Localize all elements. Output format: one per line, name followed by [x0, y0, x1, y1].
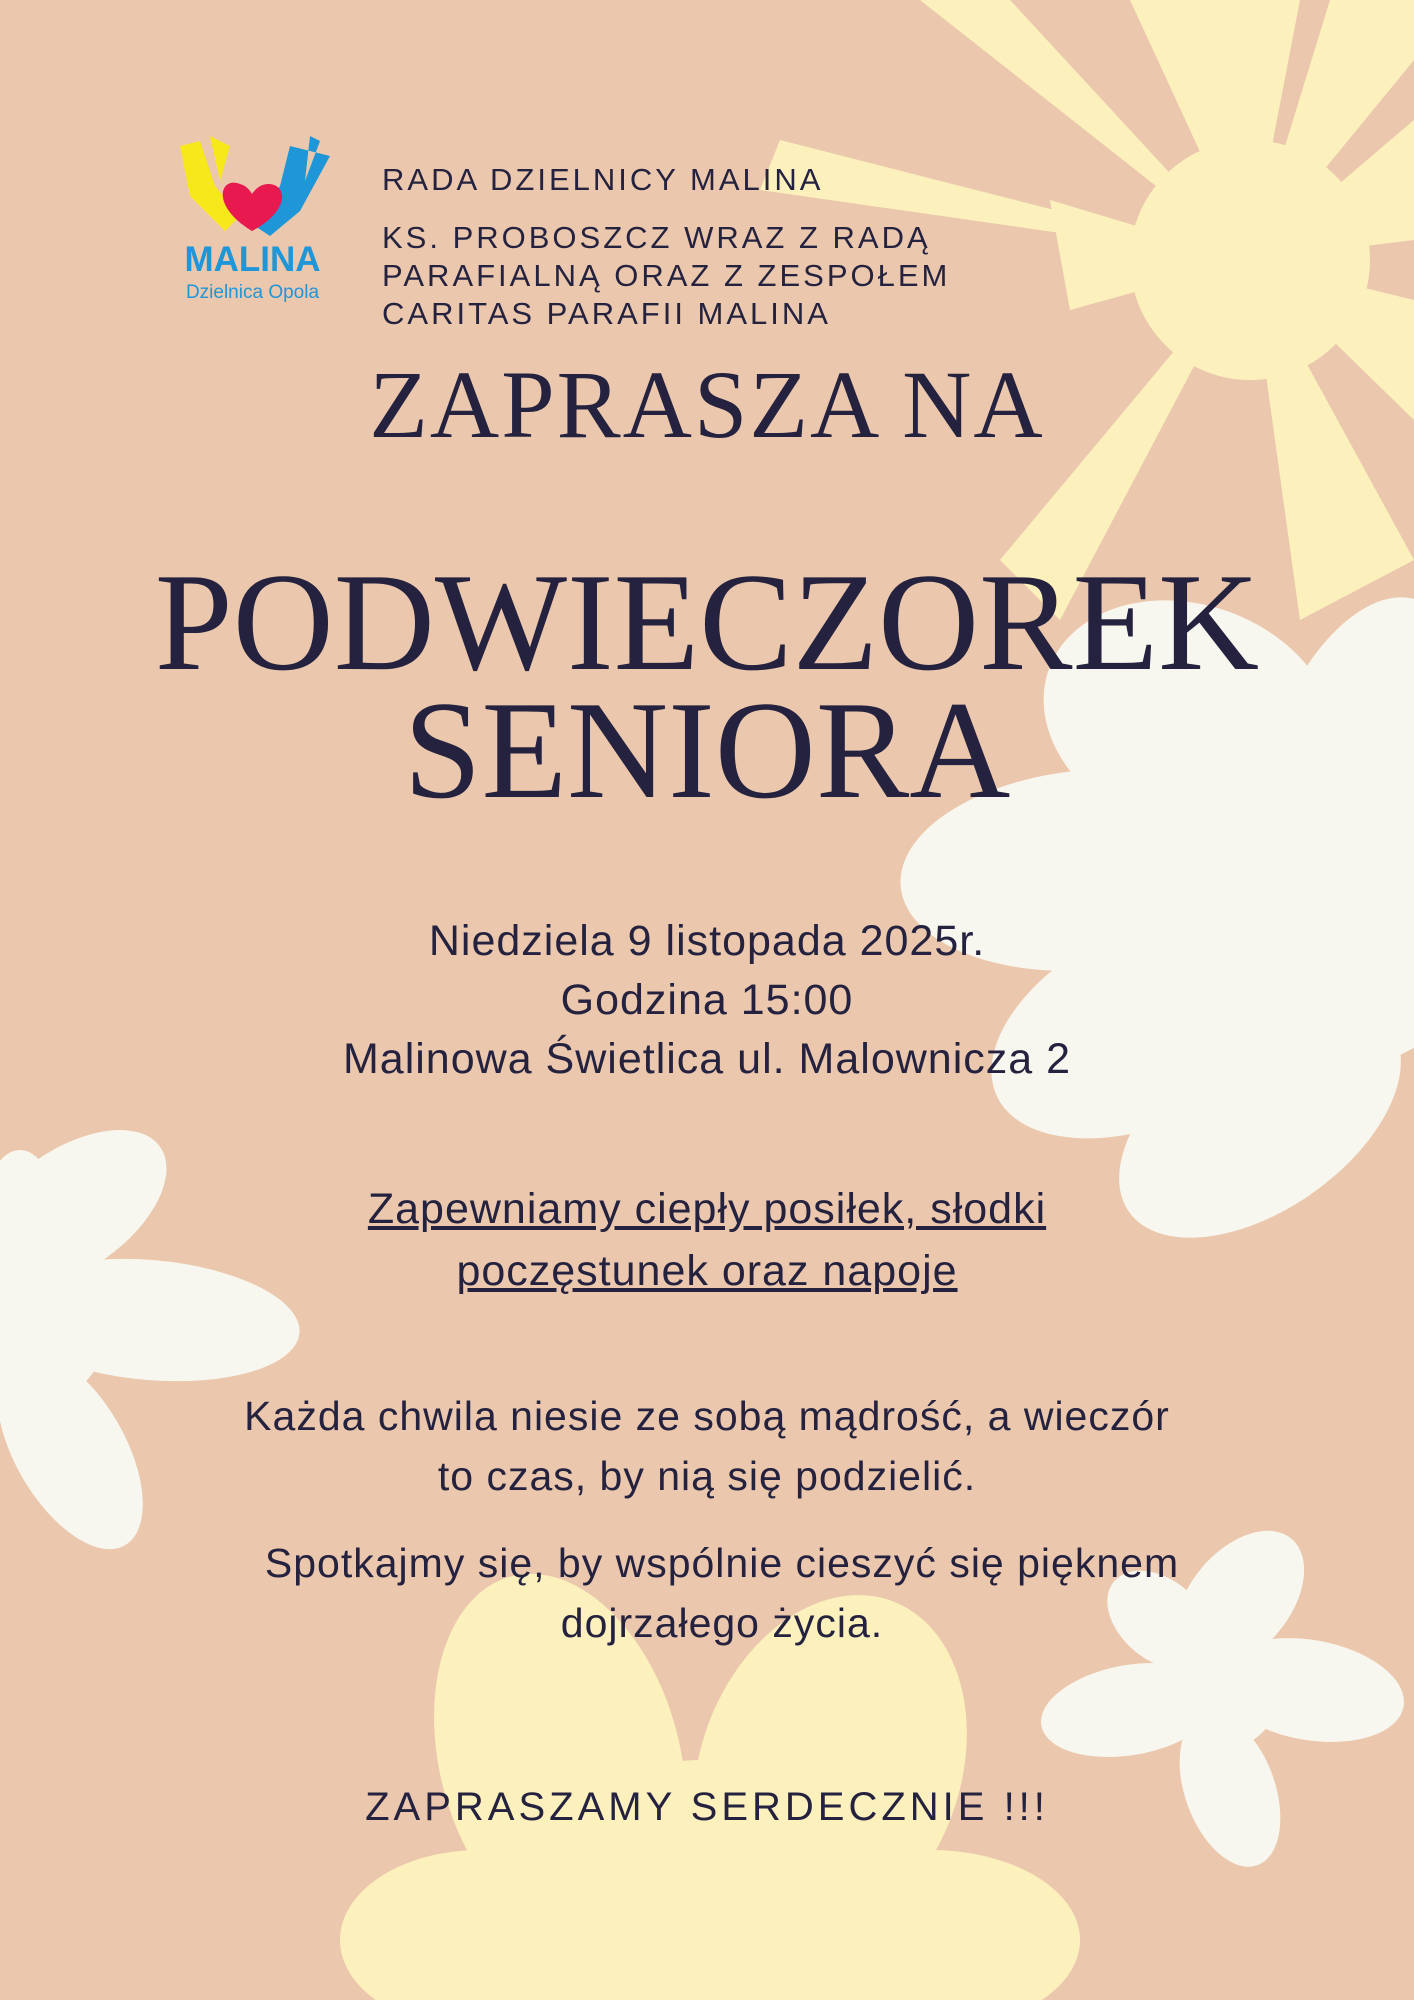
- logo-title: MALINA: [184, 240, 321, 279]
- offer-line: poczęstunek oraz napoje: [456, 1247, 958, 1295]
- quote-line: dojrzałego życia.: [560, 1600, 884, 1646]
- offer-text: [0, 1178, 1414, 1302]
- organizer-line: KS. PROBOSZCZ WRAZ Z RADĄ: [382, 220, 931, 255]
- organizer-line: RADA DZIELNICY MALINA: [382, 162, 824, 197]
- event-title-line1: PODWIECZOREK: [154, 545, 1260, 700]
- yellow-flower-top-right: [760, 0, 1414, 620]
- event-date: Niedziela 9 listopada 2025r.: [428, 917, 986, 965]
- quote-line: Spotkajmy się, by wspólnie cieszyć się pięknem: [264, 1540, 1180, 1586]
- quote-line: to czas, by nią się podzielić.: [437, 1453, 977, 1499]
- hands-heart-icon: [170, 136, 335, 246]
- malina-logo: [170, 136, 335, 306]
- offer-line: Zapewniamy ciepły posiłek, słodki: [367, 1185, 1047, 1233]
- event-details: [0, 912, 1414, 1089]
- closing-text: ZAPRASZAMY SERDECZNIE !!!: [365, 1785, 1049, 1829]
- quote-line: Każda chwila niesie ze sobą mądrość, a wieczór: [244, 1393, 1170, 1439]
- logo-subtitle: Dzielnica Opola: [185, 282, 320, 303]
- quote-1: [0, 1386, 1414, 1506]
- quote-2: [0, 1533, 1414, 1653]
- organizer-line: PARAFIALNĄ ORAZ Z ZESPOŁEM: [382, 258, 951, 293]
- invite-heading: ZAPRASZA NA: [369, 351, 1045, 458]
- event-title-line2: SENIORA: [403, 673, 1011, 828]
- organizer-line: CARITAS PARAFII MALINA: [382, 296, 831, 331]
- event-time: Godzina 15:00: [560, 976, 854, 1024]
- event-place: Malinowa Świetlica ul. Malownicza 2: [342, 1035, 1072, 1083]
